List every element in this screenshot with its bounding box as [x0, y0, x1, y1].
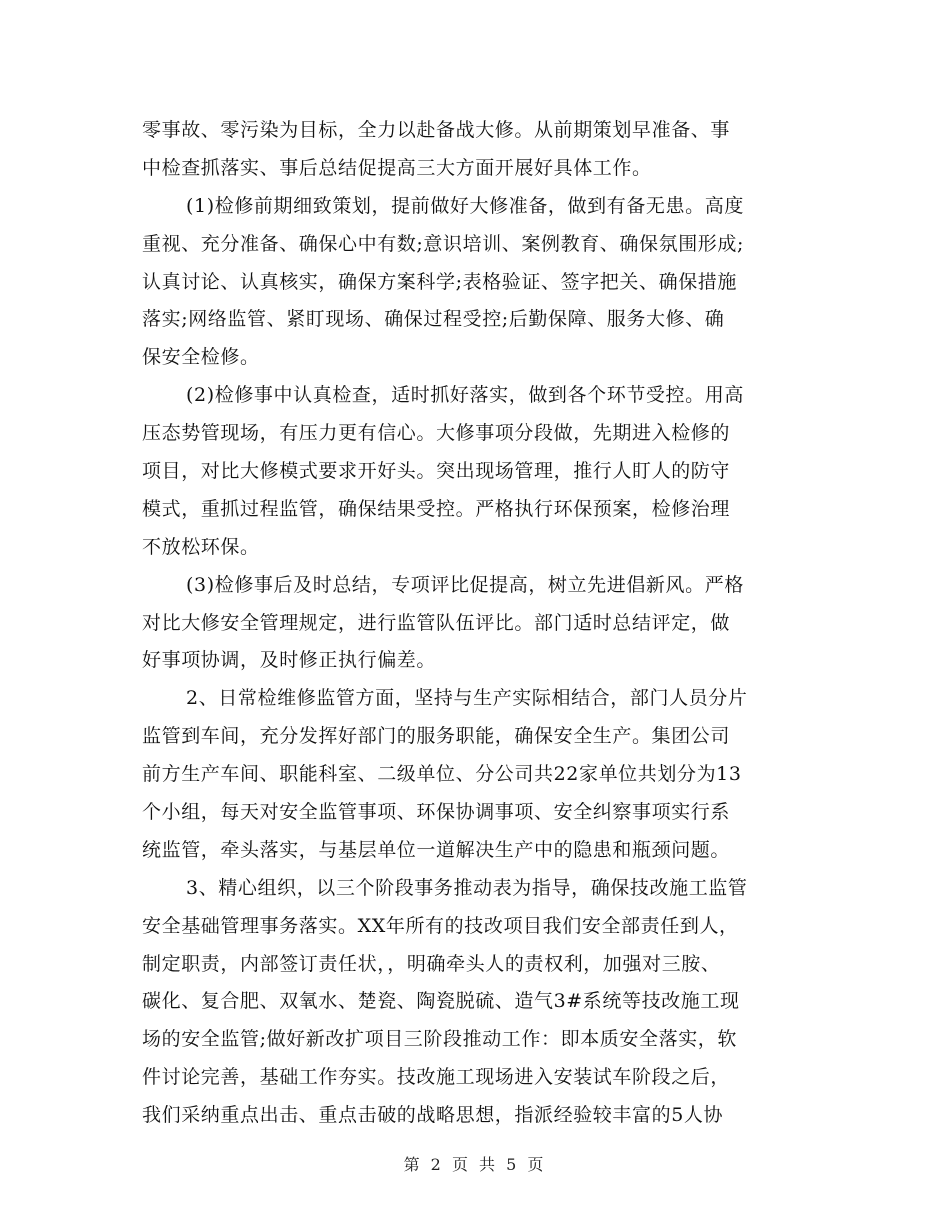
text-line: 制定职责，内部签订责任状，，明确牵头人的责权利，加强对三胺、: [142, 952, 721, 975]
page-footer: 第 2 页 共 5 页: [403, 1155, 547, 1174]
paragraph: [142, 567, 810, 681]
text-line: 场的安全监管;做好新改扩项目三阶段推动工作：即本质安全落实，软: [142, 1028, 738, 1051]
text-line: 前方生产车间、职能科室、二级单位、分公司共22家单位共划分为13: [142, 763, 742, 786]
text-line: 件讨论完善，基础工作夯实。技改施工现场进入安装试车阶段之后，: [142, 1066, 731, 1089]
text-line: 个小组，每天对安全监管事项、环保协调事项、安全纠察事项实行系: [142, 801, 731, 824]
document-body: [142, 112, 810, 1135]
paragraph: [142, 870, 810, 1135]
text-line: 认真讨论、认真核实，确保方案科学;表格验证、签字把关、确保措施: [142, 270, 738, 293]
text-line: (3)检修事后及时总结，专项评比促提高，树立先进倡新风。严格: [186, 573, 744, 596]
text-line: 不放松环保。: [142, 535, 260, 558]
text-line: 压态势管现场，有压力更有信心。大修事项分段做，先期进入检修的: [142, 422, 731, 445]
text-line: 3、精心组织，以三个阶段事务推动表为指导，确保技改施工监管: [186, 876, 748, 899]
text-line: 零事故、零污染为目标，全力以赴备战大修。从前期策划早准备、事: [142, 119, 731, 141]
paragraph: [142, 112, 810, 188]
paragraph: [142, 377, 810, 566]
text-line: 项目，对比大修模式要求开好头。突出现场管理，推行人盯人的防守: [142, 460, 731, 483]
text-line: 2、日常检维修监管方面，坚持与生产实际相结合，部门人员分片: [186, 687, 748, 710]
text-line: (1)检修前期细致策划，提前做好大修准备，做到有备无患。高度: [186, 194, 744, 217]
text-line: 对比大修安全管理规定，进行监管队伍评比。部门适时总结评定，做: [142, 611, 731, 634]
text-line: 碳化、复合肥、双氧水、楚瓷、陶瓷脱硫、造气3#系统等技改施工现: [142, 990, 740, 1013]
text-line: 安全基础管理事务落实。XX年所有的技改项目我们安全部责任到人，: [142, 914, 739, 937]
text-line: 好事项协调，及时修正执行偏差。: [142, 649, 437, 672]
text-line: 保安全检修。: [142, 346, 260, 369]
text-line: 统监管，牵头落实，与基层单位一道解决生产中的隐患和瓶颈问题。: [142, 838, 731, 861]
text-line: 中检查抓落实、事后总结促提高三大方面开展好具体工作。: [142, 156, 652, 179]
text-line: 模式，重抓过程监管，确保结果受控。严格执行环保预案，检修治理: [142, 497, 731, 520]
text-line: 重视、充分准备、确保心中有数;意识培训、案例教育、确保氛围形成;: [142, 232, 745, 255]
paragraph: [142, 188, 810, 377]
paragraph: [142, 680, 810, 869]
text-line: 落实;网络监管、紧盯现场、确保过程受控;后勤保障、服务大修、确: [142, 308, 725, 331]
text-line: 我们采纳重点出击、重点击破的战略思想，指派经验较丰富的5人协: [142, 1104, 724, 1127]
text-line: 监管到车间，充分发挥好部门的服务职能，确保安全生产。集团公司: [142, 725, 731, 748]
text-line: (2)检修事中认真检查，适时抓好落实，做到各个环节受控。用高: [186, 384, 744, 407]
